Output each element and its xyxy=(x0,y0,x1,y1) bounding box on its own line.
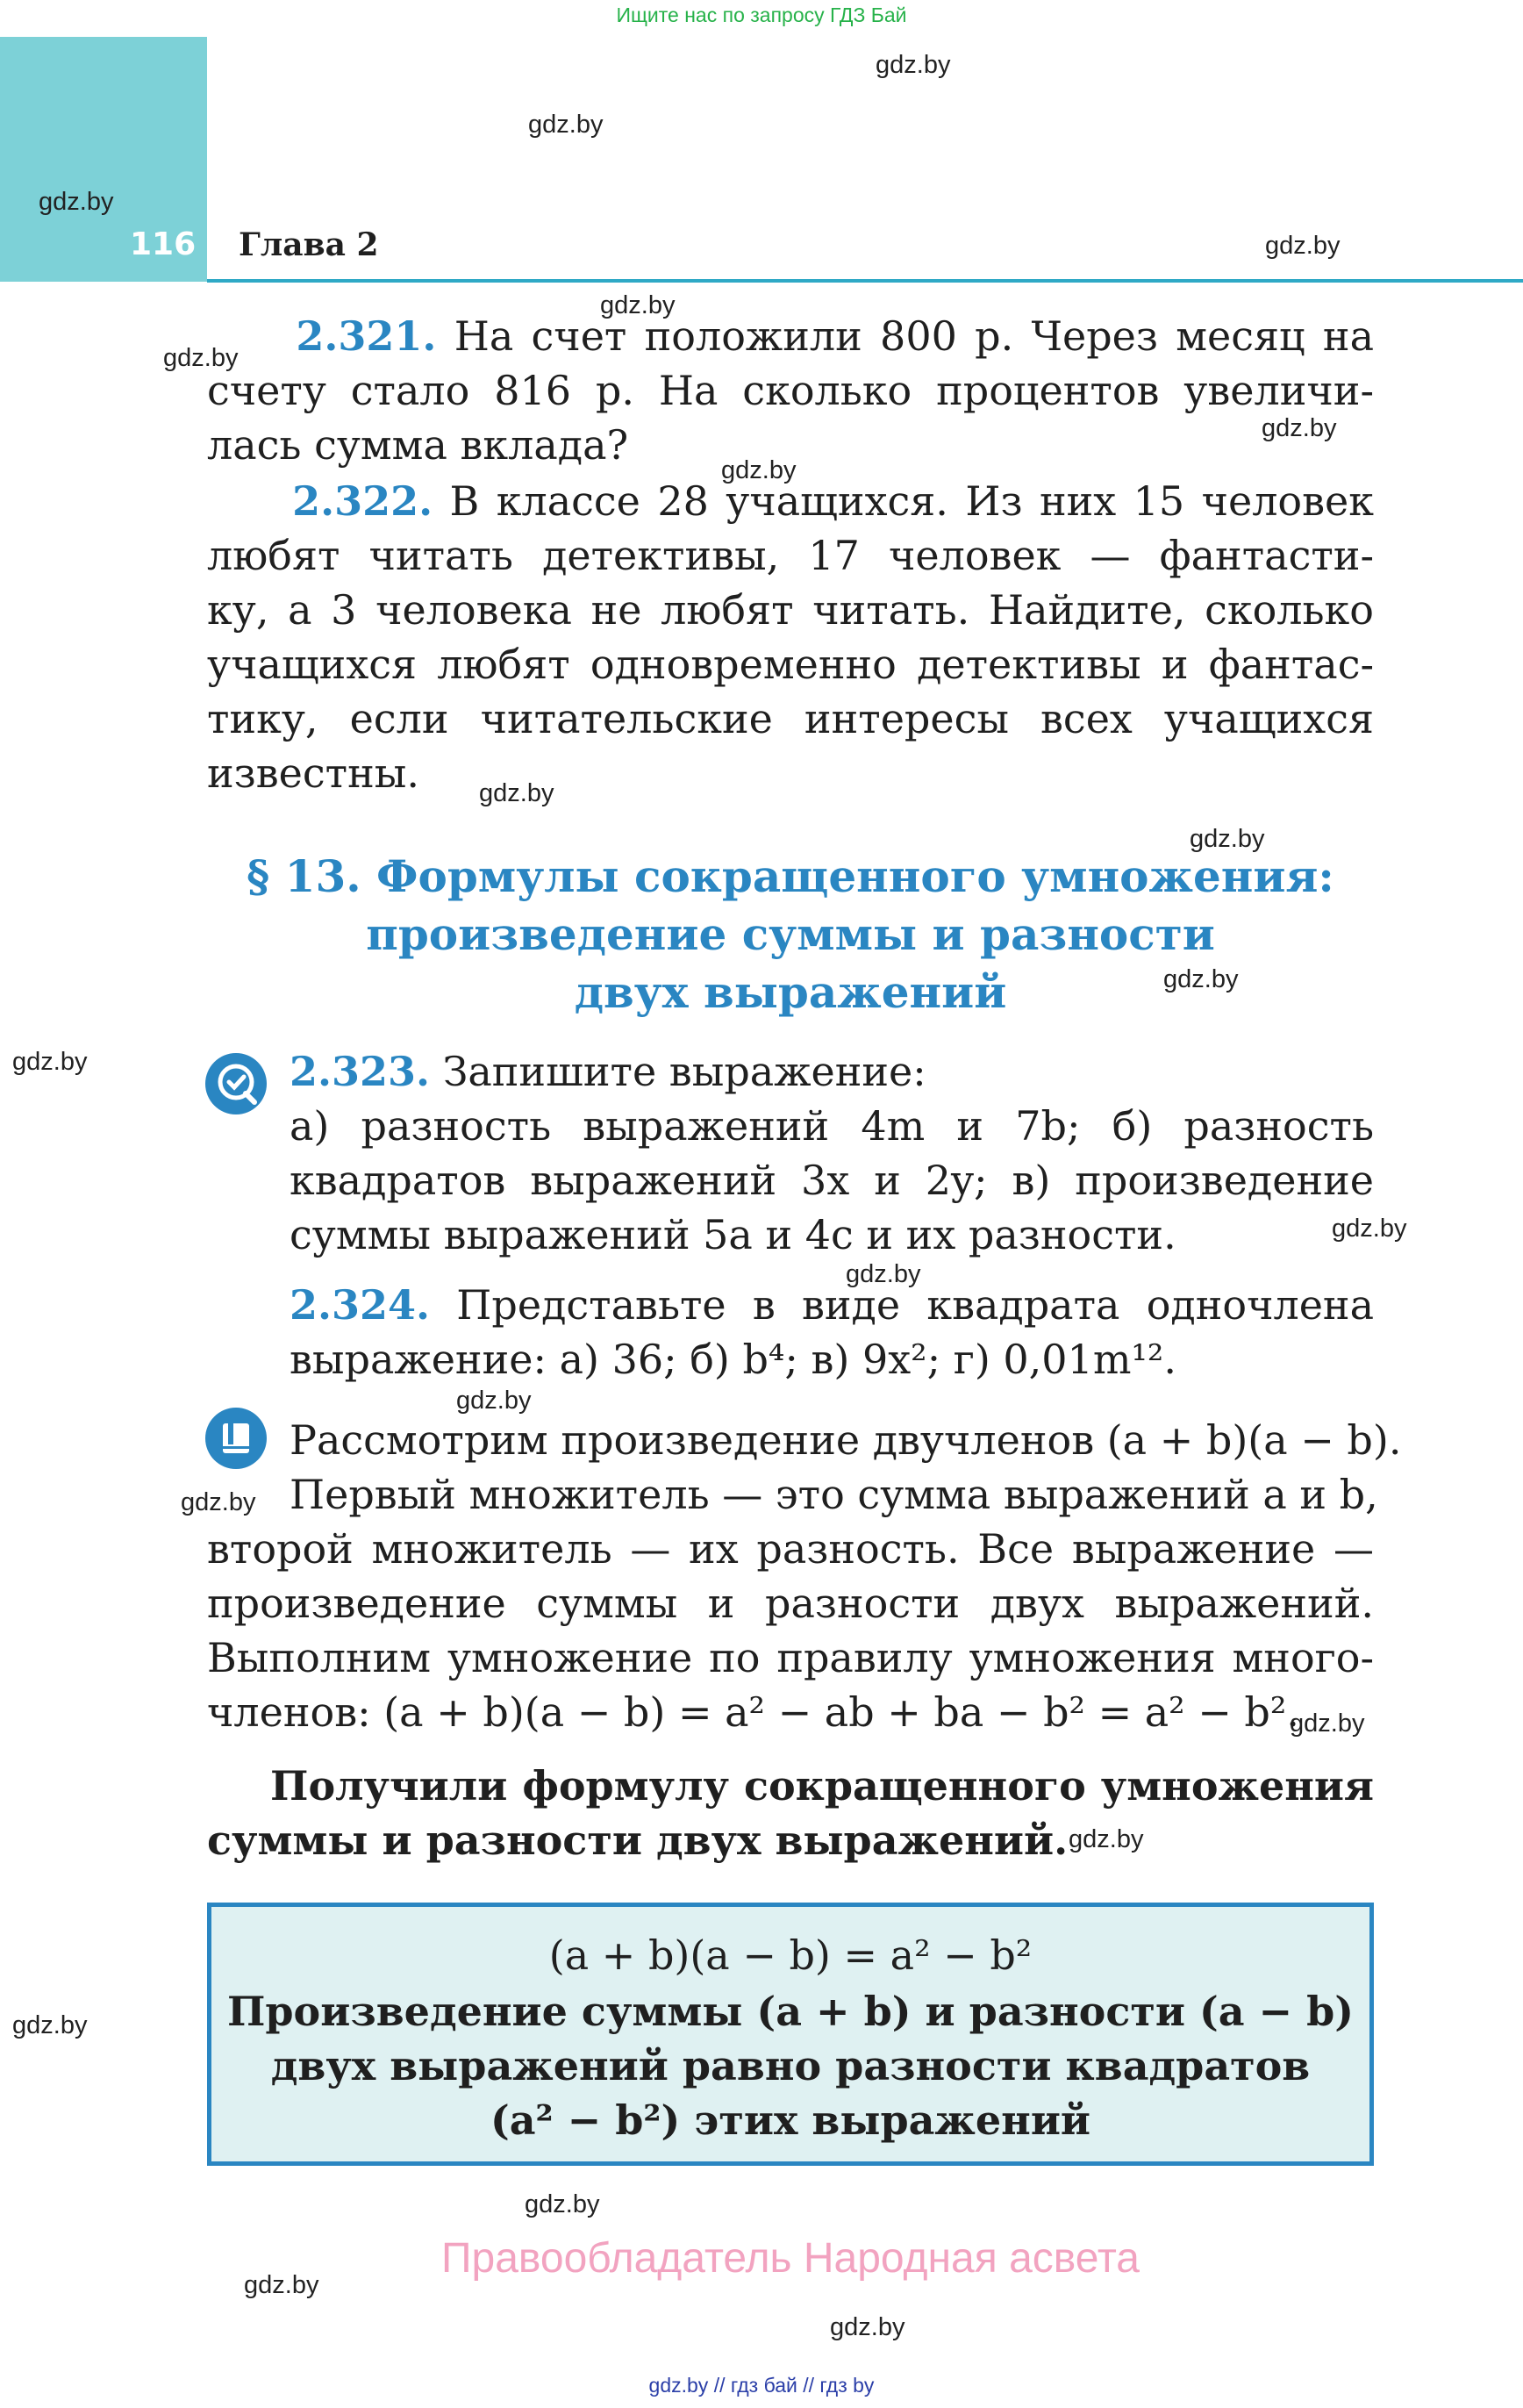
watermark: gdz.by xyxy=(876,51,951,79)
problem-line xyxy=(207,474,1374,528)
problem-line: любят читать детективы, 17 человек — фантасти- xyxy=(207,532,1374,579)
problem-text: Запишите выражение: xyxy=(442,1048,926,1095)
watermark: gdz.by xyxy=(12,2011,88,2039)
problem-2-321 xyxy=(207,309,1374,472)
problem-number: 2.324. xyxy=(290,1281,431,1329)
top-banner[interactable]: Ищите нас по запросу ГДЗ Бай xyxy=(616,4,907,26)
theory-text xyxy=(207,1413,1402,1739)
problem-2-323 xyxy=(290,1044,1374,1262)
rule-line: двух выражений равно разности квадратов xyxy=(270,2042,1311,2089)
problem-2-324 xyxy=(290,1278,1374,1387)
problem-text: В классе 28 учащихся. Из них 15 человек xyxy=(449,477,1374,525)
section-title-line: произведение суммы и разности xyxy=(366,908,1215,960)
section-title-line: двух выражений xyxy=(574,966,1007,1018)
watermark: gdz.by xyxy=(244,2271,319,2299)
chapter-title: Глава 2 xyxy=(239,226,379,263)
watermark: gdz.by xyxy=(12,1048,88,1076)
section-title xyxy=(207,848,1374,1021)
problem-line: суммы выражений 5a и 4c и их разности. xyxy=(290,1211,1176,1258)
watermark: gdz.by xyxy=(1290,1709,1365,1738)
watermark: gdz.by xyxy=(163,344,239,372)
rule-line: (a² − b²) этих выражений xyxy=(490,2096,1091,2144)
conclusion-text xyxy=(207,1759,1374,1867)
watermark: gdz.by xyxy=(846,1260,921,1288)
watermark: gdz.by xyxy=(525,2190,600,2218)
theory-line: второй множитель — их разность. Все выражение — xyxy=(207,1525,1374,1573)
theory-line: произведение суммы и разности двух выражений. xyxy=(207,1580,1374,1627)
footer-links[interactable]: gdz.by // гдз бай // гдз by xyxy=(648,2374,875,2397)
watermark: gdz.by xyxy=(830,2313,905,2341)
problem-2-322 xyxy=(207,474,1374,800)
watermark: gdz.by xyxy=(181,1488,256,1516)
rule-formula: (a + b)(a − b) = a² − b² xyxy=(548,1931,1033,1979)
copyright-notice: Правообладатель Народная асвета xyxy=(441,2235,1140,2282)
problem-line: учащихся любят одновременно детективы и фантас- xyxy=(207,641,1374,688)
problem-line xyxy=(290,1044,1374,1099)
watermark: gdz.by xyxy=(456,1387,532,1415)
problem-line xyxy=(207,309,1374,363)
theory-line: Рассмотрим произведение двучленов (a + b)(a − b). xyxy=(290,1416,1402,1464)
problem-line xyxy=(290,1278,1374,1332)
problem-text: На счет положили 800 р. Через месяц на xyxy=(454,312,1374,360)
watermark: gdz.by xyxy=(600,291,676,319)
check-badge-icon xyxy=(205,1053,267,1114)
watermark: gdz.by xyxy=(479,779,554,807)
problem-number: 2.322. xyxy=(292,477,433,525)
rule-line: Произведение суммы (a + b) и разности (a − b) xyxy=(226,1988,1355,2035)
problem-text: Представьте в виде квадрата одночлена xyxy=(456,1281,1375,1329)
watermark: gdz.by xyxy=(1265,232,1341,260)
watermark: gdz.by xyxy=(528,111,604,139)
section-title-line: § 13. Формулы сокращенного умножения: xyxy=(247,850,1334,902)
problem-line: счету стало 816 р. На сколько процентов увеличи- xyxy=(207,367,1374,414)
watermark: gdz.by xyxy=(1190,825,1265,853)
conclusion-line: суммы и разности двух выражений. xyxy=(207,1817,1069,1864)
problem-number: 2.321. xyxy=(296,312,437,360)
theory-line: Выполним умножение по правилу умножения много- xyxy=(207,1634,1374,1681)
problem-line: известны. xyxy=(207,749,419,797)
watermark: gdz.by xyxy=(39,188,114,216)
problem-number: 2.323. xyxy=(290,1048,431,1095)
page-number: 116 xyxy=(130,226,197,262)
problem-line: а) разность выражений 4m и 7b; б) разность xyxy=(290,1102,1374,1150)
problem-line: выражение: а) 36; б) b⁴; в) 9x²; г) 0,01m¹². xyxy=(290,1336,1176,1383)
watermark: gdz.by xyxy=(721,456,797,484)
problem-line: ку, а 3 человека не любят читать. Найдите, сколько xyxy=(207,586,1374,634)
conclusion-line: Получили формулу сокращенного умножения xyxy=(270,1762,1374,1810)
rule-box xyxy=(207,1903,1374,2166)
theory-line: Первый множитель — это сумма выражений a и b, xyxy=(290,1471,1378,1518)
problem-line: лась сумма вклада? xyxy=(207,421,629,469)
watermark: gdz.by xyxy=(1069,1825,1144,1853)
problem-line: тику, если читательские интересы всех учащихся xyxy=(207,695,1374,742)
problem-line: квадратов выражений 3x и 2y; в) произведение xyxy=(290,1157,1374,1204)
watermark: gdz.by xyxy=(1332,1215,1407,1243)
watermark: gdz.by xyxy=(1262,414,1337,442)
watermark: gdz.by xyxy=(1163,965,1239,993)
header-divider xyxy=(207,279,1523,283)
theory-line: членов: (a + b)(a − b) = a² − ab + ba − b² = a² − b². xyxy=(207,1688,1299,1736)
